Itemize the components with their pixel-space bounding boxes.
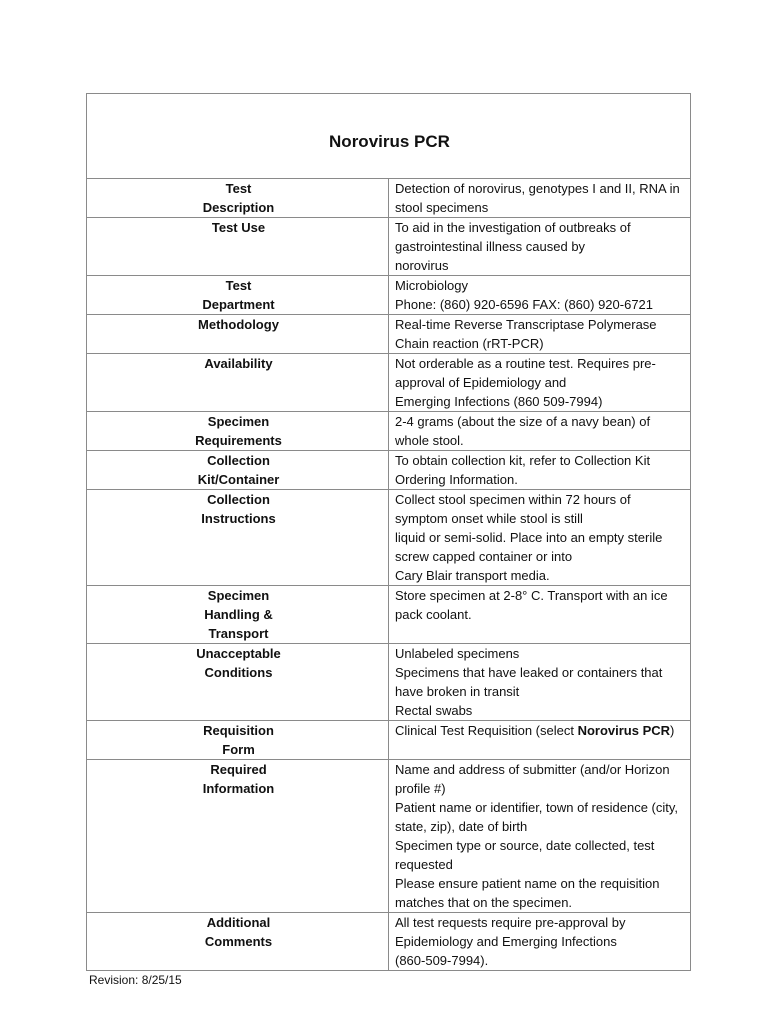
row-label-availability: Availability (87, 354, 389, 412)
document-title: Norovirus PCR (87, 94, 691, 179)
row-label-specimen-requirements: Specimen Requirements (87, 412, 389, 451)
row-value-availability: Not orderable as a routine test. Requires pre-approval of Epidemiology and Emerging Infections (860 509-7994) (389, 354, 691, 412)
row-label-collection-instructions: Collection Instructions (87, 490, 389, 586)
row-label-additional-comments: Additional Comments (87, 913, 389, 971)
row-label-required-information: Required Information (87, 760, 389, 913)
row-value-additional-comments: All test requests require pre-approval by Epidemiology and Emerging Infections (860-509-7994). (389, 913, 691, 971)
table-row (87, 354, 691, 412)
table-row (87, 490, 691, 586)
table-row (87, 276, 691, 315)
row-label-specimen-handling: Specimen Handling & Transport (87, 586, 389, 644)
row-value-collection-instructions: Collect stool specimen within 72 hours of symptom onset while stool is still liquid or semi-solid. Place into an empty sterile screw capped container or into Cary Blair transport media. (389, 490, 691, 586)
table-row (87, 913, 691, 971)
table-row (87, 721, 691, 760)
revision-date: Revision: 8/25/15 (89, 973, 182, 987)
row-label-collection-kit: Collection Kit/Container (87, 451, 389, 490)
row-label-test-description: Test Description (87, 179, 389, 218)
title-row (87, 94, 691, 179)
table-row (87, 760, 691, 913)
row-value-specimen-handling: Store specimen at 2-8° C. Transport with an ice pack coolant. (389, 586, 691, 644)
table-row (87, 451, 691, 490)
table-row (87, 644, 691, 721)
row-label-requisition-form: Requisition Form (87, 721, 389, 760)
lab-test-sheet (86, 93, 691, 987)
table-row (87, 179, 691, 218)
table-row (87, 586, 691, 644)
row-value-unacceptable-conditions: Unlabeled specimens Specimens that have leaked or containers that have broken in transit Rectal swabs (389, 644, 691, 721)
row-value-test-description: Detection of norovirus, genotypes I and II, RNA in stool specimens (389, 179, 691, 218)
row-value-requisition-form: Clinical Test Requisition (select Norovirus PCR) (389, 721, 691, 760)
row-value-collection-kit: To obtain collection kit, refer to Collection Kit Ordering Information. (389, 451, 691, 490)
test-spec-table (86, 93, 691, 971)
table-row (87, 412, 691, 451)
row-value-required-information: Name and address of submitter (and/or Horizon profile #) Patient name or identifier, town of residence (city, state, zip), date of birth Specimen type or source, date collected, test requested Please ensure patient name on the requisition matches that on the specimen. (389, 760, 691, 913)
table-row (87, 218, 691, 276)
row-value-specimen-requirements: 2-4 grams (about the size of a navy bean) of whole stool. (389, 412, 691, 451)
row-value-test-use: To aid in the investigation of outbreaks of gastrointestinal illness caused by norovirus (389, 218, 691, 276)
row-label-test-use: Test Use (87, 218, 389, 276)
row-label-unacceptable-conditions: Unacceptable Conditions (87, 644, 389, 721)
row-label-methodology: Methodology (87, 315, 389, 354)
requisition-test-name: Norovirus PCR (577, 723, 671, 738)
row-value-methodology: Real-time Reverse Transcriptase Polymerase Chain reaction (rRT-PCR) (389, 315, 691, 354)
table-row (87, 315, 691, 354)
row-value-test-department: Microbiology Phone: (860) 920-6596 FAX: (860) 920-6721 (389, 276, 691, 315)
row-label-test-department: Test Department (87, 276, 389, 315)
